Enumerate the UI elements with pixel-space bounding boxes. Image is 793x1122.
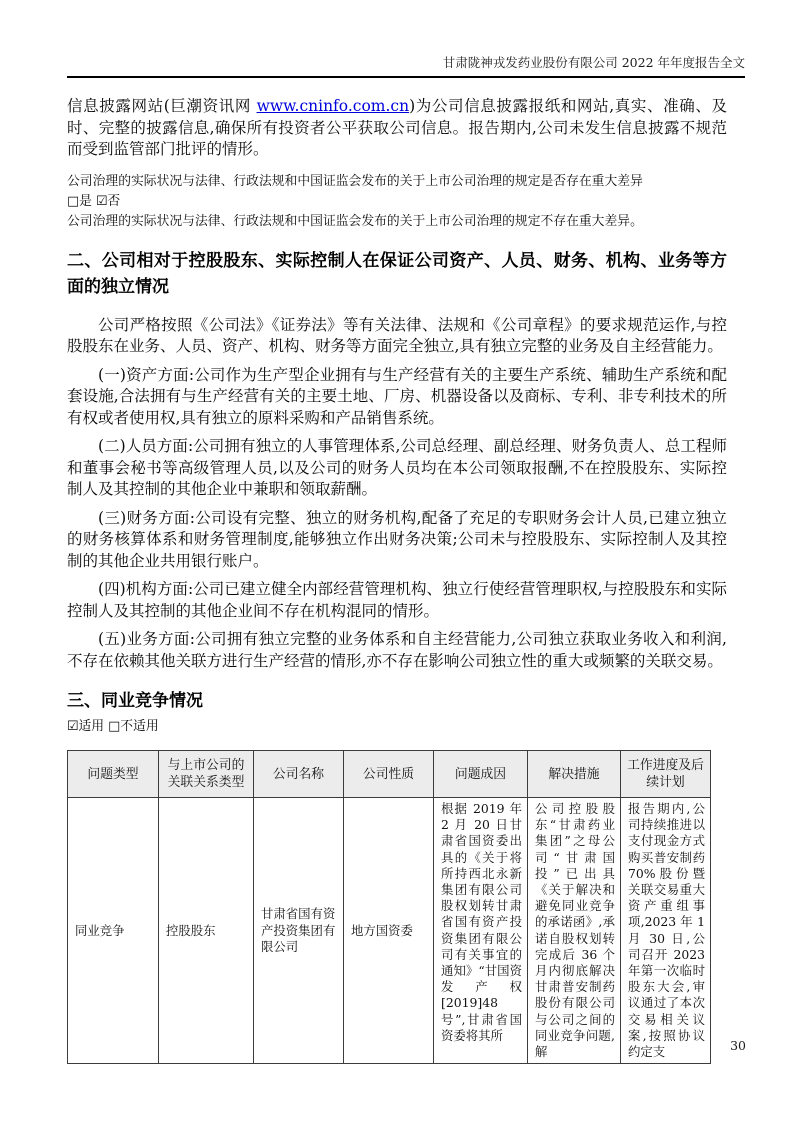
disclosure-text-pre: 信息披露网站(巨潮资讯网: [67, 97, 257, 115]
independence-paragraph-overview: 公司严格按照《公司法》《证券法》等有关法律、法规和《公司章程》的要求规范运作,与控股股东在业务、人员、资产、机构、财务等方面完全独立,具有独立完整的业务及自主经营能力。: [67, 315, 727, 355]
col-header-solution: 解决措施: [528, 751, 621, 798]
governance-question: 公司治理的实际状况与法律、行政法规和中国证监会发布的关于上市公司治理的规定是否存在重大差异: [67, 173, 643, 189]
col-header-relation-type: 与上市公司的关联关系类型: [159, 751, 254, 798]
header-rule: [67, 76, 745, 78]
section-heading-independence: 二、公司相对于控股股东、实际控制人在保证公司资产、人员、财务、机构、业务等方面的独立情况: [67, 250, 727, 297]
section-heading-competition: 三、同业竞争情况: [67, 691, 203, 711]
cell-company-nature: 地方国资委: [344, 798, 434, 1064]
col-header-issue-type: 问题类型: [68, 751, 159, 798]
table-row: [68, 798, 711, 1064]
independence-paragraph-organization: (四)机构方面:公司已建立健全内部经营管理机构、独立行使经营管理职权,与控股股东和实际控制人及其控制的其他企业间不存在机构混同的情形。: [67, 580, 727, 620]
cell-cause: 根据 2019 年 2 月 20 日甘肃省国资委出具的《关于将所持西北永新集团有限公司股权划转甘肃省国有资产投资集团有限公司有关事宜的通知》“甘国资发产权[2019]48 号”,甘肃省国资委将其所: [434, 798, 528, 1064]
cninfo-link[interactable]: www.cninfo.com.cn: [256, 97, 410, 115]
cell-relation-type: 控股股东: [159, 798, 254, 1064]
disclosure-paragraph: [67, 96, 727, 161]
col-header-company-name: 公司名称: [254, 751, 344, 798]
cell-issue-type: 同业竞争: [68, 798, 159, 1064]
applicability-checkbox-options: ☑适用 □不适用: [67, 719, 159, 734]
governance-statement: 公司治理的实际状况与法律、行政法规和中国证监会发布的关于上市公司治理的规定不存在重大差异。: [67, 213, 643, 229]
cell-progress: 报告期内,公司持续推进以支付现金方式购买普安制药 70%股份暨关联交易重大资产重组事项,2023 年 1 月 30 日,公司召开 2023 年第一次临时股东大会,审议通过了本次交易相关议案,按照协议约定支: [621, 798, 711, 1064]
col-header-progress: 工作进度及后续计划: [621, 751, 711, 798]
competition-table: [67, 750, 711, 1064]
disclosure-text-post: )为公司信息披露报纸和网站,真实、准确、及时、完整的披露信息,确保所有投资者公平获取公司信息。报告期内,公司未发生信息披露不规范而受到监管部门批评的情形。: [67, 97, 727, 158]
governance-checkbox-options: □是 ☑否: [67, 193, 121, 209]
independence-paragraph-business: (五)业务方面:公司拥有独立完整的业务体系和自主经营能力,公司独立获取业务收入和利润,不存在依赖其他关联方进行生产经营的情形,亦不存在影响公司独立性的重大或频繁的关联交易。: [67, 630, 727, 670]
page-content: [67, 96, 727, 1064]
independence-paragraph-finance: (三)财务方面:公司设有完整、独立的财务机构,配备了充足的专职财务会计人员,已建立独立的财务核算体系和财务管理制度,能够独立作出财务决策;公司未与控股股东、实际控制人及其控制的其他企业共用银行账户。: [67, 508, 727, 570]
cell-company-name: 甘肃省国有资产投资集团有限公司: [254, 798, 344, 1064]
col-header-cause: 问题成因: [434, 751, 528, 798]
cell-solution: 公司控股股东“甘肃药业集团”之母公司“甘肃国投”已出具《关于解决和避免同业竞争的承诺函》,承诺自股权划转完成后 36 个月内彻底解决甘肃普安制药股份有限公司与公司之间的同业竞争问题,解: [528, 798, 621, 1064]
independence-paragraph-assets: (一)资产方面:公司作为生产型企业拥有与生产经营有关的主要生产系统、辅助生产系统和配套设施,合法拥有与生产经营有关的主要土地、厂房、机器设备以及商标、专利、非专利技术的所有权或者使用权,具有独立的原料采购和产品销售系统。: [67, 365, 727, 427]
independence-paragraph-personnel: (二)人员方面:公司拥有独立的人事管理体系,公司总经理、副总经理、财务负责人、总工程师和董事会秘书等高级管理人员,以及公司的财务人员均在本公司领取报酬,不在控股股东、实际控制人及其控制的其他企业中兼职和领取薪酬。: [67, 437, 727, 498]
page-header-title: 甘肃陇神戎发药业股份有限公司 2022 年年度报告全文: [442, 55, 745, 70]
page-number: 30: [730, 1038, 746, 1053]
table-header-row: [68, 751, 711, 798]
col-header-company-nature: 公司性质: [344, 751, 434, 798]
